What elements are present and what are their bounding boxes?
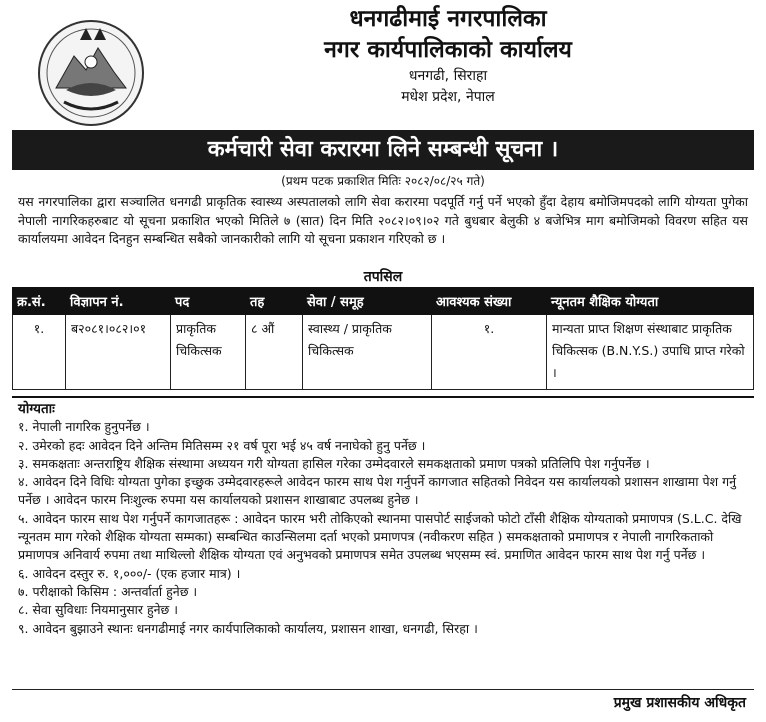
header-ad-no: विज्ञापन नं.	[66, 288, 171, 315]
cell-level: ८ औं	[246, 315, 303, 390]
cell-qualification: मान्यता प्राप्त शिक्षण संस्थाबाट प्राकृतिक चिकित्सक (B.N.Y.S.) उपाधि प्राप्त गरेको ।	[547, 315, 754, 390]
header-service: सेवा / समूह	[303, 288, 432, 315]
header-level: तह	[246, 288, 303, 315]
list-item: ३. समकक्षताः अन्तराष्ट्रिय शैक्षिक संस्थामा अध्ययन गरी योग्यता हासिल गरेका उम्मेदवारले समकक्षताको प्रमाण पत्रको प्रतिलिपि पेश गर्नुपर्नेछ ।	[18, 455, 650, 471]
cell-service: स्वास्थ्य / प्राकृतिक चिकित्सक	[303, 315, 432, 390]
list-item: ७. परीक्षाको किसिम : अन्तर्वार्ता हुनेछ ।	[18, 583, 198, 599]
cell-post: प्राकृतिक चिकित्सक	[171, 315, 246, 390]
cell-ad-no: ब२०८१।०८२।०१	[66, 315, 171, 390]
table-row	[13, 315, 754, 390]
cell-count: १.	[432, 315, 547, 390]
published-date: (प्रथम पटक प्रकाशित मितिः २०८२/०८/२५ गते)	[281, 174, 485, 188]
table-header-row	[13, 288, 754, 315]
list-item: ५. आवेदन फारम साथ पेश गर्नुपर्ने कागजातहरू : आवेदन फारम भरी तोकिएको स्थानमा पासपोर्ट साईजको फोटो टाँसी शैक्षिक योग्यताको प्रमाणपत्र (S.L.C. देखि न्यूनतम माग गरेको शैक्षिक योग्यता सम्मका) सम्बन्धित काउन्सिलमा दर्ता भएको प्रमाणपत्र (नवीकरण सहित ) समकक्षताको प्रमाणपत्र र नेपाली नागरिकताको प्रमाणपत्र अनिवार्य रुपमा तथा माथिल्लो शैक्षिक योग्यता एवं अनुभवको प्रमाणपत्र समेत उपलब्ध भएसम्म स्वं. प्रमाणित आवेदन फारम साथ पेश गर्नु पर्नेछ ।	[18, 510, 742, 563]
city: धनगढी, सिराहा	[408, 68, 488, 84]
intro-paragraph: यस नगरपालिका द्वारा सञ्चालित धनगढी प्राकृतिक स्वास्थ्य अस्पतालको लागि सेवा करारमा पदपूर्ति गर्नु पर्ने भएको हुँदा देहाय बमोजिमपदको लागि योग्यता पुगेका नेपाली नागरिकहरुबाट यो सूचना प्रकाशित भएको मितिले ७ (सात) दिन मिति २०८२।०९।०२ गते बुधबार बेलुकी ४ बजेभित्र माग बमोजिमको विवरण सहित यस कार्यालयमा आवेदन दिनहुन सम्बन्धित सबैको जानकारीको लागि यो सूचना प्रकाशन गरिएको छ ।	[18, 194, 748, 246]
vacancy-table	[12, 287, 754, 390]
header-post: पद	[171, 288, 246, 315]
list-item: ८. सेवा सुविधाः नियमानुसार हुनेछ ।	[18, 602, 179, 618]
org-name: धनगढीमाई नगरपालिका	[349, 6, 547, 32]
qualifications-title: योग्यताः	[18, 401, 55, 417]
notice-title: कर्मचारी सेवा करारमा लिने सम्बन्धी सूचना ।	[12, 130, 754, 170]
nepal-emblem-icon	[36, 18, 146, 128]
list-item: २. उमेरको हदः आवेदन दिने अन्तिम मितिसम्म २१ वर्ष पूरा भई ४५ वर्ष ननाघेको हुनु पर्नेछ ।	[18, 437, 426, 453]
qualifications-section	[12, 396, 754, 690]
header-serial: क्र.सं.	[13, 288, 66, 315]
signature-title: प्रमुख प्रशासकीय अधिकृत	[613, 695, 746, 711]
header-count: आवश्यक संख्या	[432, 288, 547, 315]
province: मधेश प्रदेश, नेपाल	[401, 89, 495, 105]
header-qualification: न्यूनतम शैक्षिक योग्यता	[547, 288, 754, 315]
cell-serial: १.	[13, 315, 66, 390]
list-item: १. नेपाली नागरिक हुनुपर्नेछ ।	[18, 419, 150, 435]
office-name: नगर कार्यपालिकाको कार्यालय	[324, 37, 572, 63]
details-label: तपसिल	[363, 269, 403, 285]
list-item: ४. आवेदन दिने विधिः योग्यता पुगेका इच्छुक उम्मेदवारहरूले आवेदन फारम साथ पेश गर्नुपर्ने कागजात सहितको निवेदन यस कार्यालयको प्रशासन शाखामा पेश गर्नु पर्नेछ । आवेदन फारम निःशुल्क रुपमा यस कार्यालयको प्रशासन शाखाबाट उपलब्ध हुनेछ ।	[18, 474, 737, 508]
letterhead	[150, 4, 746, 108]
list-item: ६. आवेदन दस्तुर रु. १,०००/- (एक हजार मात्र) ।	[18, 565, 241, 581]
list-item: ९. आवेदन बुझाउने स्थानः धनगढीमाई नगर कार्यपालिकाको कार्यालय, प्रशासन शाखा, धनगढी, सिरहा ।	[18, 620, 478, 636]
